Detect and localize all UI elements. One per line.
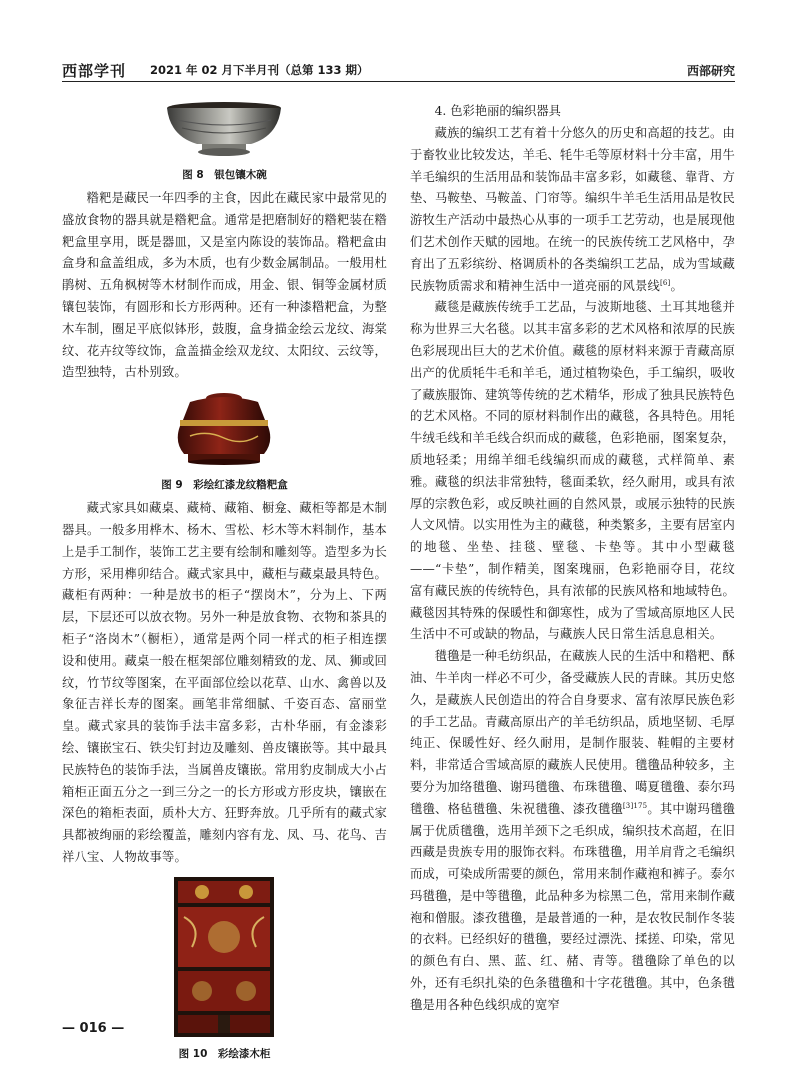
left-column [62, 100, 387, 1067]
figure-9 [62, 392, 387, 492]
page-number: — 016 — [62, 1021, 125, 1036]
figure-10-caption: 图 10 彩绘漆木柜 [178, 1047, 271, 1060]
painted-lacquer-cabinet-image [62, 877, 387, 1037]
weaving-intro-text: 藏族的编织工艺有着十分悠久的历史和高超的技艺。由于畜牧业比较发达，羊毛、牦牛毛等原材料十分丰富，用牛羊毛编织的生活用品和装饰品丰富多彩，如藏毯、靠背、方垫、马鞍垫、马鞍盖、门帘等。编织牛羊毛生活用品是牧民游牧生产活动中最热心从事的一项手工艺劳动，也是展现他们艺术创作天赋的园地。在统一的民族传统工艺风格中，孕育出了五彩缤纷、格调质朴的各类编织工艺品，成为雪域藏民族物质需求和精神生活中一道亮丽的风景线 [410, 126, 735, 293]
section-title: 西部研究 [686, 64, 735, 78]
pulu-text-start: 氆氇是一种毛纺织品，在藏族人民的生活中和糌粑、酥油、牛羊肉一样必不可少，备受藏族人民的青睐。其历史悠久，是藏族人民创造出的符合自身要求、富有浓厚民族色彩的手工艺品。青藏高原出产的羊毛纺织品，质地坚韧、毛厚纯正、保暖性好、经久耐用，是制作服装、鞋帽的主要材料，非常适合雪域高原的藏族人民使用。氆氇品种较多，主要分为加络氆氇、谢玛氆氇、布珠氆氇、噶夏氆氇、泰尔玛氆氇、格毡氆氇、朱祝氆氇、漆孜氆氇 [410, 649, 735, 816]
section-heading-weaving: 4. 色彩艳丽的编织器具 [434, 104, 561, 118]
reference-3: [3]175 [622, 801, 648, 810]
journal-logo: 西部学刊 [62, 62, 127, 80]
paragraph-pulu-fabric [410, 646, 735, 1017]
figure-9-caption: 图 9 彩绘红漆龙纹糌粑盒 [161, 479, 288, 492]
page-header [62, 60, 735, 82]
paragraph-tibetan-furniture: 藏式家具如藏桌、藏椅、藏箱、橱龛、藏柜等都是木制器具。一般多用桦木、杨木、雪松、杉木等木料制作，基本上是手工制作，装饰工艺主要有绘制和雕刻等。造型多为长方形，采用榫卯结合。藏式家具中，藏柜与藏桌最具特色。藏柜有两种：一种是放书的柜子“摆岗木”，分为上、下两层，下层还可以放衣物。另外一种是放食物、衣物和茶具的柜子“洛岗木”（橱柜），通常是两个同一样式的柜子相连摆设和使用。藏桌一般在框架部位雕刻精致的龙、凤、狮或回纹，竹节纹等图案，在平面部位绘以花草、山水、禽兽以及象征吉祥长寿的图案。画笔非常细腻、千姿百态、富丽堂皇。藏式家具的装饰手法丰富多彩，古朴华丽，有金漆彩绘、镶嵌宝石、铁尖钉封边及雕刻、兽皮镶嵌等。其中最具民族特色的装饰手法，当属兽皮镶嵌。常用豹皮制成大小占箱柜正面五分之一到三分之一的长方形或方形皮块，镶嵌在深色的箱柜表面，质朴大方、狂野奔放。几乎所有的藏式家具都被绚丽的彩绘覆盖，雕刻内容有龙、凤、马、花鸟、吉祥八宝、人物故事等。 [62, 501, 387, 864]
figure-8-caption: 图 8 银包镶木碗 [182, 169, 267, 181]
header-rule [62, 81, 735, 82]
pulu-text-rest: 。其中谢玛氆氇属于优质氆氇，选用羊颈下之毛织成，编织技术高超，在旧西藏是贵族专用的服饰衣料。布珠氆氇，用羊肩背之毛编织而成，可染成所需要的颜色，常用来制作藏袍和裤子。泰尔玛氆氇，是中等氆氇，此品种多为棕黑二色，常用来制作藏袍和僧服。漆孜氆氇，是最普通的一种，是农牧民制作冬装的衣料。已经织好的氆氇，要经过漂洗、揉搓、印染，常见的颜色有白、黑、蓝、红、赭、青等。氆氇除了单色的以外，还有毛织扎染的色条氆氇和十字花氆氇。其中，色条氆氇是用各种色线织成的宽窄 [410, 801, 735, 1012]
paragraph-weaving-intro [410, 123, 735, 297]
reference-6: [6] [659, 278, 671, 287]
issue-info: 2021 年 02 月下半月刊（总第 133 期） [150, 63, 369, 77]
paragraph-tsampa-box: 糌粑是藏民一年四季的主食，因此在藏民家中最常见的盛放食物的器具就是糌粑盒。通常是把磨制好的糌粑装在糌粑盒里享用，既是器皿，又是室内陈设的装饰品。糌粑盒由盒身和盒盖组成，多为木质，也有少数金属制品。一般用杜鹃树、五角枫树等木材制作而成，用金、银、铜等金属材质镶包装饰，有圆形和长方形两种。还有一种漆糌粑盒，为整木车制，圈足平底似钵形，鼓腹，盒身描金绘云龙纹、海棠纹、花卉纹等纹饰，盒盖描金绘双龙纹、太阳纹、云纹等，造型独特，古朴别致。 [62, 191, 387, 380]
figure-8 [62, 100, 387, 182]
right-column [410, 100, 735, 1017]
red-lacquer-dragon-box-image [62, 392, 387, 468]
weaving-intro-end: 。 [670, 278, 683, 293]
paragraph-tibetan-carpet: 藏毯是藏族传统手工艺品，与波斯地毯、土耳其地毯并称为世界三大名毯。以其丰富多彩的艺术风格和浓厚的民族色彩展现出巨大的艺术价值。藏毯的原材料来源于青藏高原出产的优质牦牛毛和羊毛，通过植物染色，手工编织，吸收了藏族服饰、建筑等传统的艺术精华，形成了独具民族特色的艺术风格。不同的原材料制作出的藏毯，各具特色。用牦牛绒毛线和羊毛线合织而成的藏毯，色彩艳丽，图案复杂，质地轻柔；用绵羊细毛线编织而成的藏毯，式样简单、素雅。藏毯的织法非常独特，毯面柔软，经久耐用，或具有浓厚的宗教色彩，或反映社画的自然风景，或展示独特的民族人文风情。以实用性为主的藏毯，种类繁多，主要有居室内的地毯、坐垫、挂毯、壁毯、卡垫等。其中小型藏毯——“卡垫”，制作精美，图案瑰丽，色彩艳丽夺目，花纹富有藏民族的传统特色，具有浓郁的民族风格和地域特色。藏毯因其特殊的保暖性和御寒性，成为了雪域高原地区人民生活中不可或缺的物品，与藏族人民日常生活息息相关。 [410, 300, 735, 642]
silver-wood-bowl-image [62, 100, 387, 158]
